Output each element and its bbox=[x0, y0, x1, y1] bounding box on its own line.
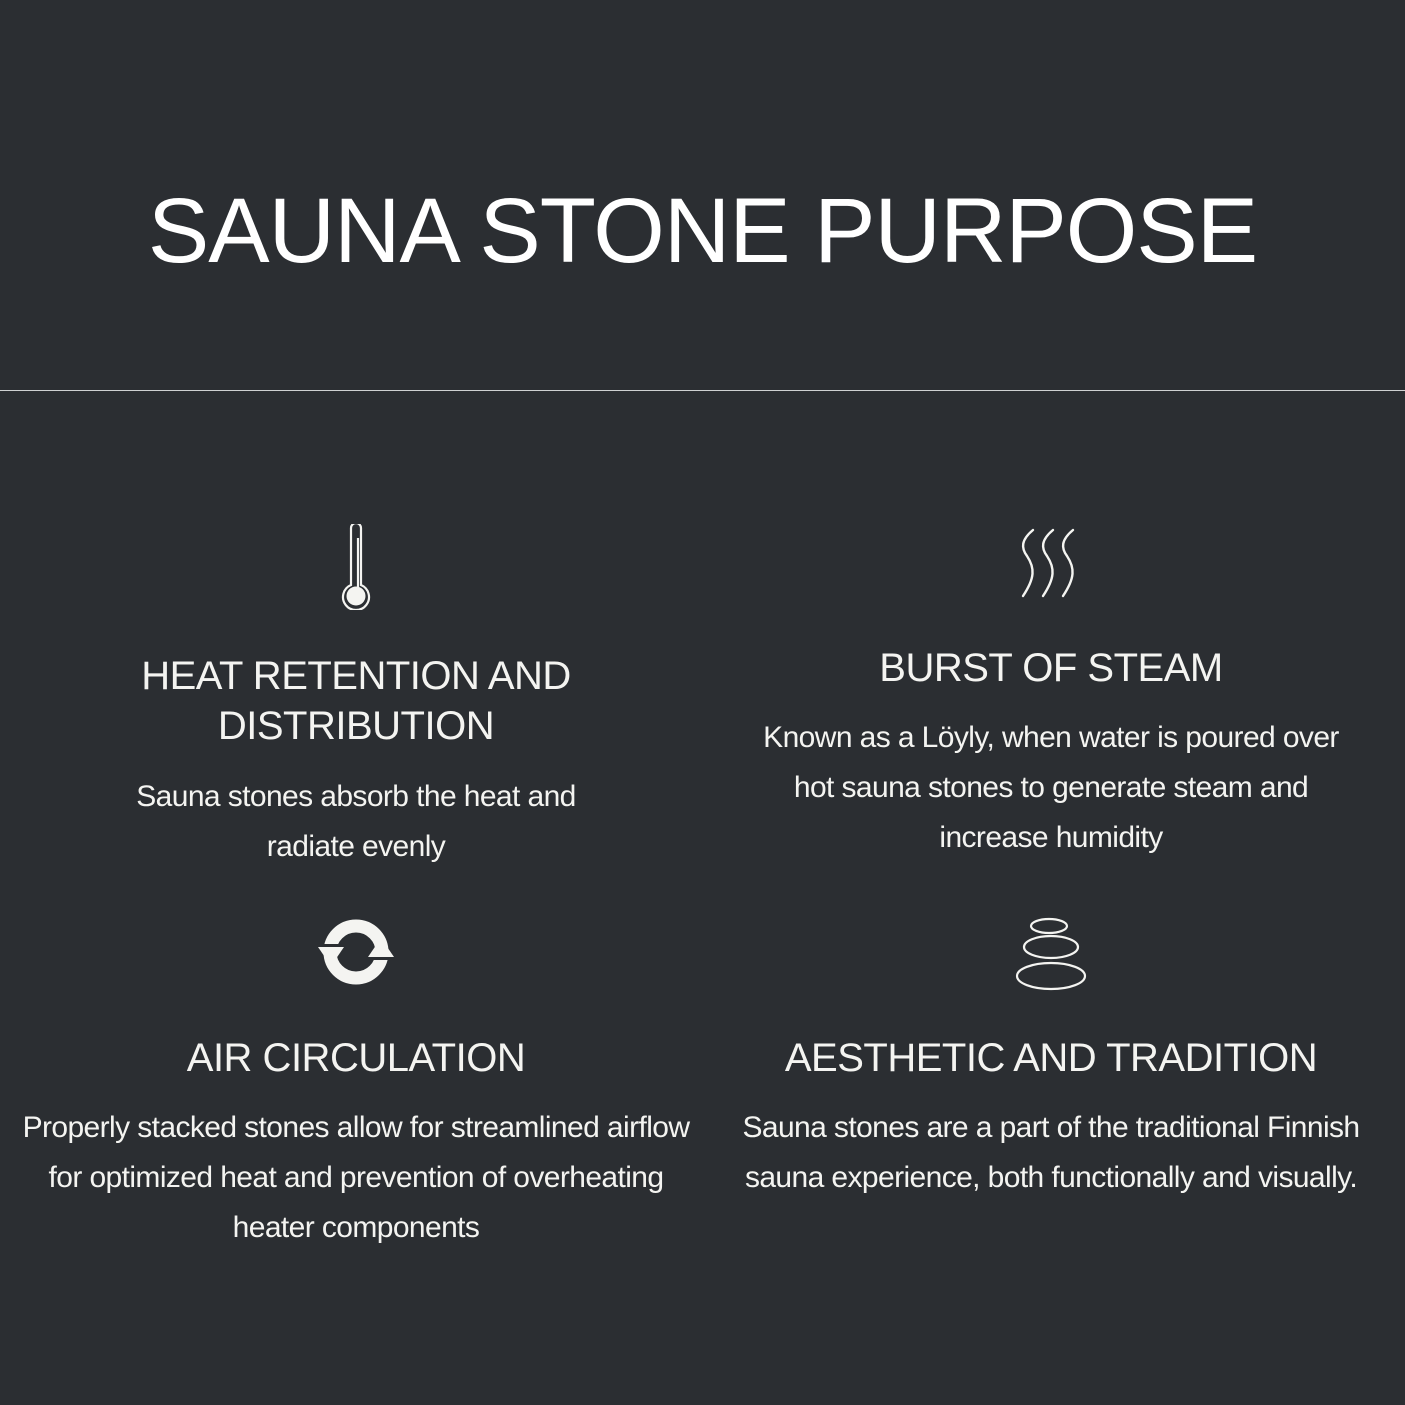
feature-heading: AESTHETIC AND TRADITION bbox=[784, 1036, 1318, 1080]
feature-heat-retention bbox=[20, 500, 692, 880]
feature-heading: AIR CIRCULATION bbox=[186, 1036, 526, 1080]
feature-heading: HEAT RETENTION AND DISTRIBUTION bbox=[141, 654, 571, 748]
feature-description: Sauna stones are a part of the traditional Finnish sauna experience, both functionally and visually. bbox=[742, 1111, 1360, 1194]
feature-air-circulation bbox=[20, 900, 692, 1260]
feature-description: Sauna stones absorb the heat and radiate evenly bbox=[136, 780, 576, 863]
feature-burst-of-steam bbox=[712, 500, 1390, 880]
title-divider bbox=[0, 390, 1405, 391]
stacked-stones-icon bbox=[1011, 914, 1091, 994]
page-title: SAUNA STONE PURPOSE bbox=[147, 180, 1258, 282]
feature-heading: BURST OF STEAM bbox=[879, 646, 1223, 690]
circulation-arrows-icon bbox=[316, 914, 396, 990]
thermometer-icon bbox=[336, 524, 376, 610]
feature-aesthetic-tradition bbox=[712, 900, 1390, 1260]
feature-description: Known as a Löyly, when water is poured over hot sauna stones to generate steam and increase humidity bbox=[763, 721, 1339, 854]
steam-icon bbox=[1011, 526, 1091, 602]
feature-description: Properly stacked stones allow for streamlined airflow for optimized heat and prevention of overheating heater components bbox=[22, 1111, 690, 1244]
